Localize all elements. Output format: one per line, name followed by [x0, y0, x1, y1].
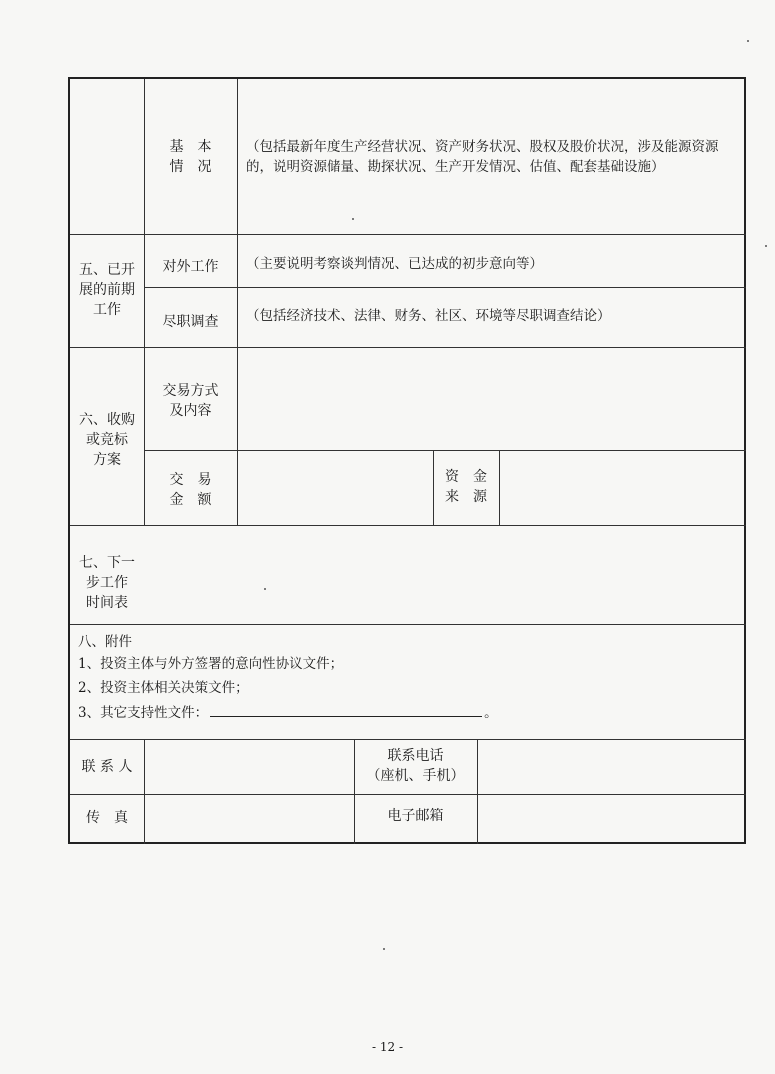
fund-source-label: 资 金 来 源	[445, 469, 487, 505]
contact-person-label: 联 系 人	[81, 759, 133, 775]
basic-info-note: （包括最新年度生产经营状况、资产财务状况、股权及股价状况，涉及能源资源 的，说明资源储量、勘探状况、生产开发情况、估值、配套基础设施）	[246, 139, 719, 175]
external-work-label: 对外工作	[162, 259, 219, 275]
page-number: - 12 -	[371, 1040, 403, 1054]
annex-item-3	[78, 702, 498, 723]
due-diligence-label: 尽职调查	[162, 314, 219, 330]
scan-speck	[747, 40, 749, 42]
col-divider	[499, 450, 500, 525]
row-divider	[70, 624, 746, 625]
annex-item-2: 2、投资主体相关决策文件；	[78, 680, 249, 696]
col-divider	[477, 739, 478, 844]
annex-title: 八、附件	[78, 634, 132, 650]
annex-item-3-blank	[210, 702, 482, 717]
row-divider	[70, 347, 746, 348]
contact-phone-label: 联系电话 （座机、手机）	[366, 748, 465, 784]
email-label: 电子邮箱	[387, 808, 444, 824]
basic-info-label: 基 本 情 况	[169, 139, 212, 175]
row-divider	[144, 450, 746, 451]
section7-title: 七、下一 步工作 时间表	[79, 555, 135, 611]
row-divider	[70, 525, 746, 526]
scan-speck	[383, 948, 385, 950]
application-form-table	[68, 77, 746, 844]
external-work-note: （主要说明考察谈判情况、已达成的初步意向等）	[246, 256, 543, 272]
annex-item-3-text: 3、其它支持性文件：	[78, 705, 209, 721]
row-divider	[70, 794, 746, 795]
section5-title: 五、已开 展的前期 工作	[79, 262, 135, 318]
transaction-method-label: 交易方式 及内容	[162, 383, 219, 419]
row-divider	[70, 234, 746, 235]
scan-speck	[765, 245, 767, 247]
section6-title: 六、收购 或竞标 方案	[79, 412, 135, 468]
annex-item-3-end: 。	[484, 705, 498, 721]
fax-label: 传 真	[86, 810, 128, 826]
row-divider	[70, 739, 746, 740]
annex-item-1: 1、投资主体与外方签署的意向性协议文件；	[78, 656, 344, 672]
col-divider	[144, 739, 145, 844]
transaction-amount-label: 交 易 金 额	[169, 472, 212, 508]
row-divider	[144, 287, 746, 288]
scan-speck	[352, 218, 354, 220]
scan-speck	[264, 588, 266, 590]
due-diligence-note: （包括经济技术、法律、财务、社区、环境等尽职调查结论）	[246, 308, 611, 324]
col-divider	[237, 79, 238, 525]
